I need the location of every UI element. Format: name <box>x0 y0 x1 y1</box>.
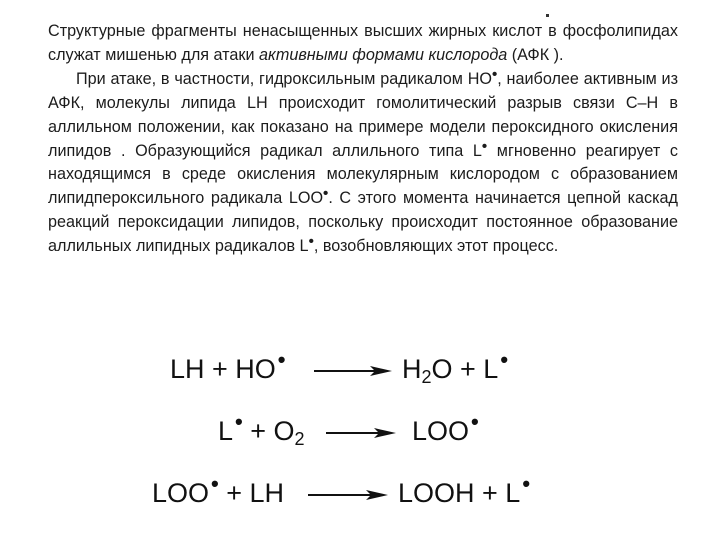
paragraph-1-text-a: Структурные фрагменты ненасыщенных высших жирных кислот в фосфолипидах служат мишенью для атаки <box>48 22 678 64</box>
equation-3-products: LOOH + L• <box>398 471 531 508</box>
reaction-arrow-icon <box>308 490 388 500</box>
equation-3-reactants: LOO• + LH <box>152 471 285 508</box>
radical-dot: • <box>500 347 509 372</box>
paragraph-2-text-b: , наиболее активным из АФК, молекулы липида LH происходит гомолитический разрыв связи C–H в аллильном положении, как показано на примере модели пероксидного окисления липидов . Образующийся радикал аллильного типа L <box>48 69 678 160</box>
radical-dot: • <box>323 185 329 203</box>
paragraph-2-text-c: мгновенно реагирует с находящимся в среде окисления молекулярным кислородом с образованием липидпероксильного радикала LOO <box>48 141 678 208</box>
equation-2-reactants: $L^• + O_2$ <box>218 409 305 449</box>
reaction-scheme <box>0 340 720 540</box>
paragraph-2-text-a: При атаке, в частности, гидроксильным радикалом HO <box>76 69 492 88</box>
equation-2 <box>0 409 720 449</box>
body-text <box>48 20 678 259</box>
radical-dot: • <box>471 409 479 434</box>
equation-3 <box>0 471 720 510</box>
radical-dot: • <box>481 137 488 155</box>
paragraph-2 <box>48 65 678 259</box>
reaction-arrow-icon <box>326 428 396 438</box>
paragraph-1-italic-term: активными формами кислорода <box>259 45 508 64</box>
equation-1-products: $H_2O + L^•$ <box>402 347 509 387</box>
radical-dot: • <box>277 347 286 372</box>
radical-dot: • <box>308 233 314 251</box>
equation-2-products: LOO• <box>412 409 479 446</box>
paragraph-1-text-b: (АФК ). <box>507 45 564 64</box>
equation-1 <box>0 347 720 387</box>
equation-1-reactants: LH + HO• <box>170 347 286 384</box>
paragraph-1 <box>48 20 678 68</box>
radical-dot: • <box>492 65 498 83</box>
radical-dot: • <box>235 409 243 434</box>
radical-dot: • <box>211 471 219 496</box>
paragraph-2-text-d: . С этого момента начинается цепной каскад реакций пероксидации липидов, поскольку происходит постоянное образование аллильных липидных радикалов L <box>48 189 678 256</box>
paragraph-2-text-e: , возобновляющих этот процесс. <box>313 237 559 256</box>
scan-speck <box>546 14 549 17</box>
reaction-arrow-icon <box>314 366 392 376</box>
radical-dot: • <box>522 471 531 496</box>
